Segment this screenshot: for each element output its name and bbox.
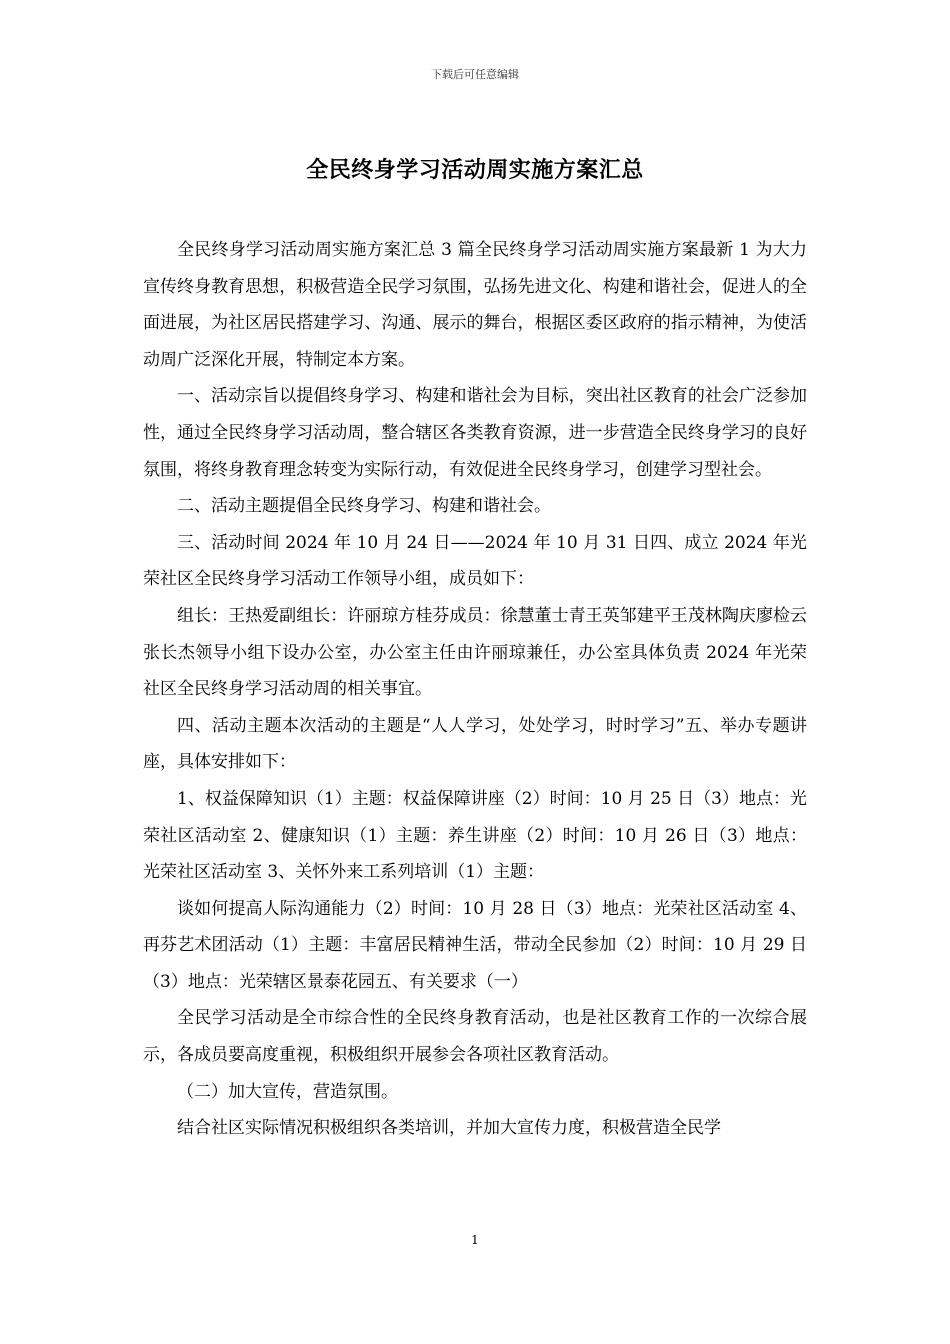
paragraph-requirements: 全民学习活动是全市综合性的全民终身教育活动，也是社区教育工作的一次综合展示，各成员要高度重视，积极组织开展参会各项社区教育活动。: [143, 1008, 807, 1066]
paragraph-members: 组长：王热爱副组长：许丽琼方桂芬成员：徐慧董士青王英邹建平王茂林陶庆廖检云张长杰领导小组下设办公室，办公室主任由许丽琼兼任，办公室具体负责 2024 年光荣社区全民终身学习活动周的相关事宜。: [143, 605, 807, 700]
paragraph-time: 三、活动时间 2024 年 10 月 24 日——2024 年 10 月 31 日四、成立 2024 年光荣社区全民终身学习活动工作领导小组，成员如下：: [143, 532, 807, 590]
paragraph-activity-theme: 四、活动主题本次活动的主题是“人人学习，处处学习，时时学习”五、举办专题讲座，具体安排如下：: [143, 715, 807, 773]
document-body: [143, 232, 807, 1147]
paragraph-intro: 全民终身学习活动周实施方案汇总 3 篇全民终身学习活动周实施方案最新 1 为大力宣传终身教育思想，积极营造全民学习氛围，弘扬先进文化、构建和谐社会，促进人的全面进展，为社区居民搭建学习、沟通、展示的舞台，根据区委区政府的指示精神，为使活动周广泛深化开展，特制定本方案。: [143, 240, 807, 370]
header-note: 下载后可任意编辑: [431, 68, 519, 81]
paragraph-lectures-1: 1、权益保障知识（1）主题：权益保障讲座（2）时间：10 月 25 日（3）地点：光荣社区活动室 2、健康知识（1）主题：养生讲座（2）时间：10 月 26 日（3）地点：光荣社区活动室 3、关怀外来工系列培训（1）主题：: [143, 788, 807, 883]
paragraph-publicity: 结合社区实际情况积极组织各类培训，并加大宣传力度，积极营造全民学: [177, 1118, 721, 1139]
paragraph-theme: 二、活动主题提倡全民终身学习、构建和谐社会。: [177, 496, 551, 517]
paragraph-publicity-heading: （二）加大宣传，营造氛围。: [177, 1081, 398, 1102]
document-title: 全民终身学习活动周实施方案汇总: [306, 157, 644, 183]
paragraph-lectures-2: 谈如何提高人际沟通能力（2）时间：10 月 28 日（3）地点：光荣社区活动室 4、再芬艺术团活动（1）主题：丰富居民精神生活，带动全民参加（2）时间：10 月 29 日（3）地点：光荣辖区景泰花园五、有关要求（一）: [143, 898, 807, 992]
page-number: 1: [471, 1233, 479, 1247]
paragraph-purpose: 一、活动宗旨以提倡终身学习、构建和谐社会为目标，突出社区教育的社会广泛参加性，通过全民终身学习活动周，整合辖区各类教育资源，进一步营造全民终身学习的良好氛围，将终身教育理念转变为实际行动，有效促进全民终身学习，创建学习型社会。: [143, 386, 807, 480]
